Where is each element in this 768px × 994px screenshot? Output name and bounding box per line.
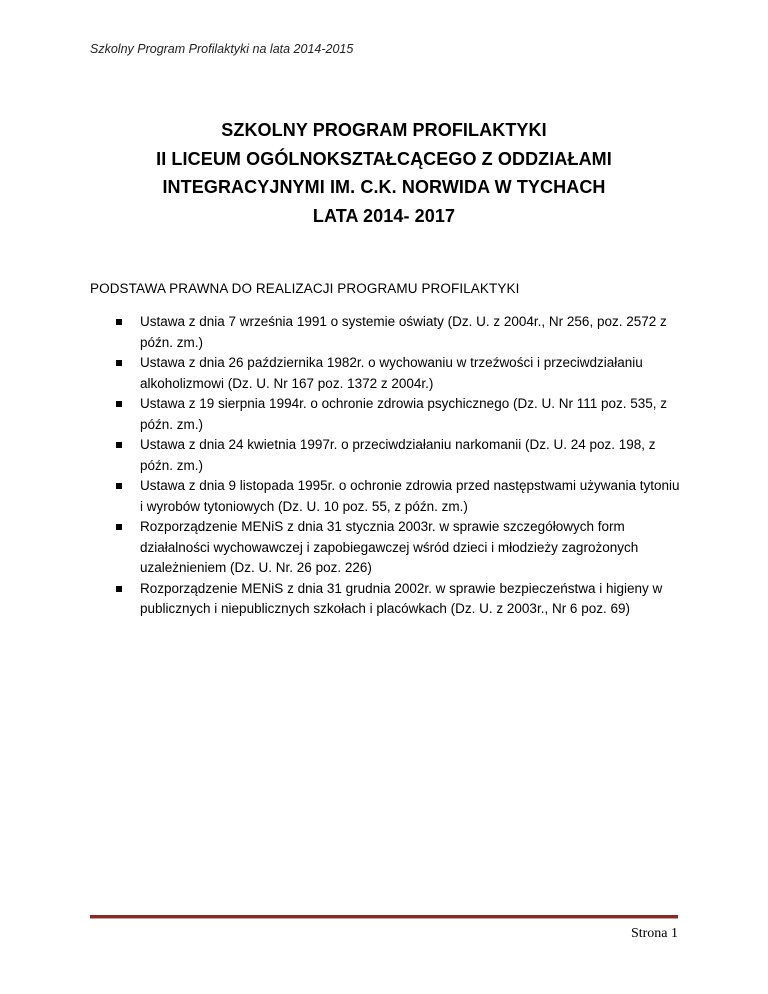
square-bullet-icon <box>116 360 122 366</box>
list-item <box>116 435 686 476</box>
title-line: LATA 2014- 2017 <box>312 205 456 226</box>
list-item <box>116 394 686 435</box>
list-item-text: Ustawa z 19 sierpnia 1994r. o ochronie zdrowia psychicznego (Dz. U. Nr 111 poz. 535, z późn. zm.) <box>140 396 668 432</box>
document-title <box>0 116 768 230</box>
list-item <box>116 579 686 620</box>
title-line: II LICEUM OGÓLNOKSZTAŁCĄCEGO Z ODDZIAŁAMI <box>156 148 612 169</box>
list-item <box>116 312 686 353</box>
square-bullet-icon <box>116 524 122 530</box>
running-header: Szkolny Program Profilaktyki na lata 2014-2015 <box>90 42 354 56</box>
title-line: SZKOLNY PROGRAM PROFILAKTYKI <box>221 120 547 140</box>
page-number: Strona 1 <box>630 926 678 941</box>
list-item-text: Ustawa z dnia 7 września 1991 o systemie oświaty (Dz. U. z 2004r., Nr 256, poz. 2572 z późn. zm.) <box>140 314 667 350</box>
footer-divider <box>90 915 678 919</box>
square-bullet-icon <box>116 586 122 592</box>
section-heading: PODSTAWA PRAWNA DO REALIZACJI PROGRAMU PROFILAKTYKI <box>90 281 520 296</box>
square-bullet-icon <box>116 483 122 489</box>
list-item-text: Ustawa z dnia 9 listopada 1995r. o ochronie zdrowia przed następstwami używania tytoniu i wyrobów tytoniowych (Dz. U. 10 poz. 55, z późn. zm.) <box>140 478 680 514</box>
square-bullet-icon <box>116 442 122 448</box>
list-item-text: Rozporządzenie MENiS z dnia 31 grudnia 2002r. w sprawie bezpieczeństwa i higieny w publicznych i niepublicznych szkołach i placówkach (Dz. U. z 2003r., Nr 6 poz. 69) <box>140 580 663 616</box>
square-bullet-icon <box>116 401 122 407</box>
square-bullet-icon <box>116 319 122 325</box>
title-line: INTEGRACYJNYMI IM. C.K. NORWIDA W TYCHACH <box>162 177 606 197</box>
list-item-text: Rozporządzenie MENiS z dnia 31 stycznia 2003r. w sprawie szczegółowych form działalności wychowawczej i zapobiegawczej wśród dzieci i młodzieży zagrożonych uzależnieniem (Dz. U. Nr. 26 poz. 226) <box>140 519 639 575</box>
list-item <box>116 476 686 517</box>
legal-basis-list <box>116 312 686 620</box>
list-item <box>116 353 686 394</box>
list-item-text: Ustawa z dnia 24 kwietnia 1997r. o przeciwdziałaniu narkomanii (Dz. U. 24 poz. 198, z późn. zm.) <box>140 437 656 473</box>
list-item <box>116 517 686 579</box>
list-item-text: Ustawa z dnia 26 października 1982r. o wychowaniu w trzeźwości i przeciwdziałaniu alkoholizmowi (Dz. U. Nr 167 poz. 1372 z 2004r.) <box>140 355 643 391</box>
